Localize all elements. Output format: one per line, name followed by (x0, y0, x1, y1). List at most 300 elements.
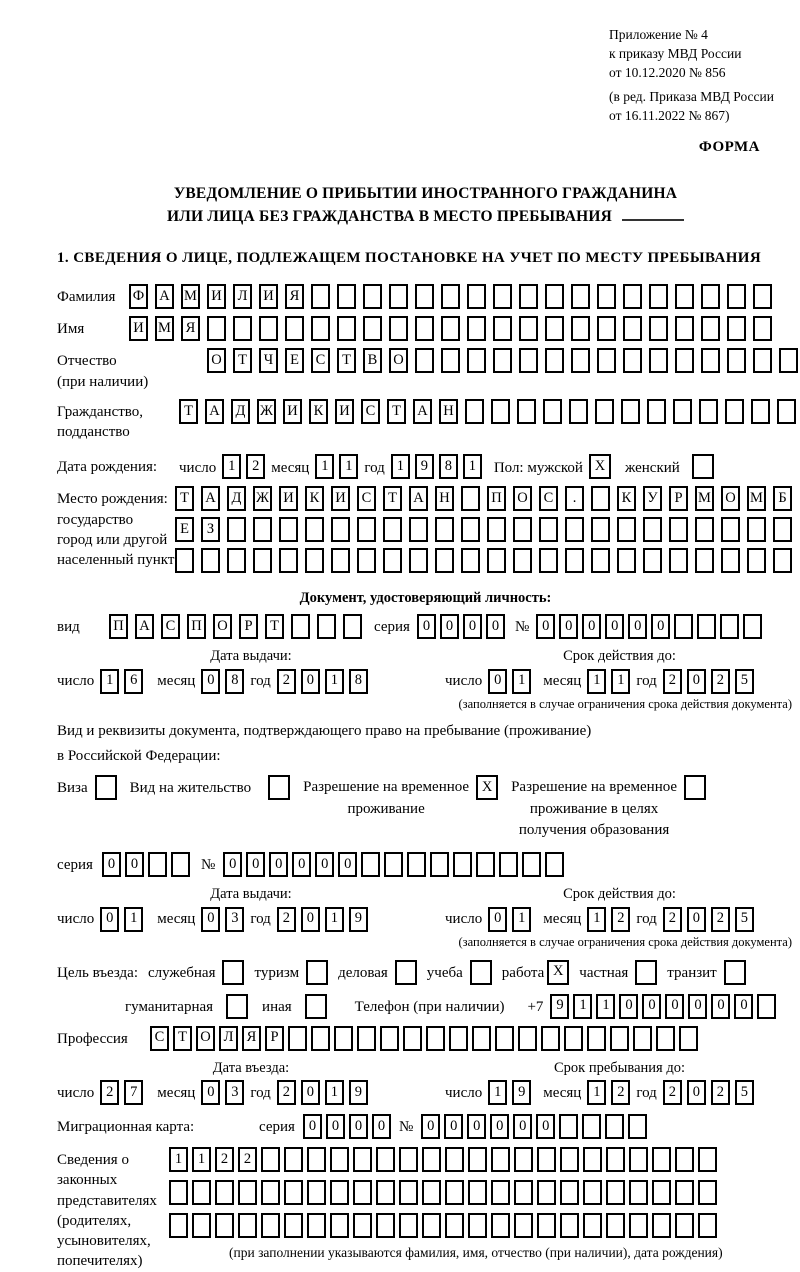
char-box[interactable] (383, 517, 402, 542)
char-box[interactable]: М (155, 316, 174, 341)
char-box[interactable] (331, 548, 350, 573)
char-box[interactable]: 9 (550, 994, 569, 1019)
char-box[interactable]: И (279, 486, 298, 511)
char-box[interactable] (587, 1026, 606, 1051)
char-box[interactable] (357, 1026, 376, 1051)
char-box[interactable]: 0 (444, 1114, 463, 1139)
char-box[interactable]: 0 (292, 852, 311, 877)
char-box[interactable]: С (357, 486, 376, 511)
char-box[interactable]: 2 (277, 669, 296, 694)
char-box[interactable] (476, 852, 495, 877)
char-box[interactable] (409, 548, 428, 573)
char-box[interactable] (288, 1026, 307, 1051)
char-box[interactable] (621, 399, 640, 424)
char-box[interactable]: Ч (259, 348, 278, 373)
char-box[interactable] (453, 852, 472, 877)
char-box[interactable] (541, 1026, 560, 1051)
char-box[interactable] (674, 614, 693, 639)
char-box[interactable] (773, 548, 792, 573)
char-box[interactable] (357, 517, 376, 542)
char-box[interactable] (617, 548, 636, 573)
char-box[interactable] (261, 1180, 280, 1205)
char-box[interactable] (777, 399, 796, 424)
char-box[interactable]: 1 (463, 454, 482, 479)
char-box[interactable] (628, 1114, 647, 1139)
char-box[interactable]: 0 (687, 669, 706, 694)
char-box[interactable] (169, 1213, 188, 1238)
char-box[interactable]: 8 (225, 669, 244, 694)
char-box[interactable]: 1 (512, 669, 531, 694)
char-box[interactable] (643, 517, 662, 542)
char-box[interactable]: 9 (349, 907, 368, 932)
char-box[interactable]: 0 (488, 669, 507, 694)
char-box[interactable]: 0 (417, 614, 436, 639)
char-box[interactable] (519, 284, 538, 309)
char-box[interactable] (430, 852, 449, 877)
char-box[interactable] (441, 316, 460, 341)
char-box[interactable]: М (747, 486, 766, 511)
char-box[interactable] (238, 1180, 257, 1205)
char-box[interactable]: 9 (415, 454, 434, 479)
char-box[interactable] (669, 548, 688, 573)
char-box[interactable] (468, 1213, 487, 1238)
char-box[interactable]: 0 (536, 614, 555, 639)
char-box[interactable] (399, 1147, 418, 1172)
char-box[interactable]: У (643, 486, 662, 511)
checkbox[interactable]: X (476, 775, 498, 800)
char-box[interactable]: 0 (303, 1114, 322, 1139)
char-box[interactable] (597, 348, 616, 373)
char-box[interactable] (629, 1180, 648, 1205)
char-box[interactable] (285, 316, 304, 341)
char-box[interactable] (415, 348, 434, 373)
char-box[interactable]: Т (175, 486, 194, 511)
char-box[interactable] (699, 399, 718, 424)
char-box[interactable] (499, 852, 518, 877)
char-box[interactable]: 1 (325, 669, 344, 694)
char-box[interactable] (753, 348, 772, 373)
char-box[interactable] (467, 316, 486, 341)
char-box[interactable]: 2 (277, 1080, 296, 1105)
char-box[interactable]: 0 (372, 1114, 391, 1139)
char-box[interactable] (652, 1213, 671, 1238)
char-box[interactable] (675, 1147, 694, 1172)
char-box[interactable] (467, 284, 486, 309)
char-box[interactable]: 0 (301, 907, 320, 932)
char-box[interactable] (675, 316, 694, 341)
char-box[interactable]: Е (285, 348, 304, 373)
char-box[interactable]: 0 (301, 669, 320, 694)
char-box[interactable] (779, 348, 798, 373)
char-box[interactable]: А (409, 486, 428, 511)
char-box[interactable] (472, 1026, 491, 1051)
char-box[interactable]: Т (265, 614, 284, 639)
char-box[interactable]: О (721, 486, 740, 511)
char-box[interactable] (399, 1180, 418, 1205)
char-box[interactable] (643, 548, 662, 573)
char-box[interactable]: 1 (169, 1147, 188, 1172)
char-box[interactable] (169, 1180, 188, 1205)
char-box[interactable] (363, 316, 382, 341)
char-box[interactable]: 1 (192, 1147, 211, 1172)
char-box[interactable]: 1 (573, 994, 592, 1019)
char-box[interactable]: 0 (651, 614, 670, 639)
char-box[interactable]: М (181, 284, 200, 309)
char-box[interactable] (317, 614, 336, 639)
char-box[interactable] (629, 1213, 648, 1238)
char-box[interactable] (647, 399, 666, 424)
char-box[interactable]: 1 (124, 907, 143, 932)
char-box[interactable] (227, 548, 246, 573)
char-box[interactable]: 1 (100, 669, 119, 694)
char-box[interactable] (583, 1147, 602, 1172)
char-box[interactable] (698, 1147, 717, 1172)
char-box[interactable]: 2 (663, 907, 682, 932)
char-box[interactable]: 9 (349, 1080, 368, 1105)
char-box[interactable] (537, 1180, 556, 1205)
char-box[interactable] (357, 548, 376, 573)
char-box[interactable] (675, 348, 694, 373)
char-box[interactable] (669, 517, 688, 542)
char-box[interactable]: 0 (559, 614, 578, 639)
char-box[interactable] (380, 1026, 399, 1051)
char-box[interactable] (261, 1213, 280, 1238)
char-box[interactable]: Д (227, 486, 246, 511)
char-box[interactable]: 2 (711, 669, 730, 694)
char-box[interactable] (192, 1180, 211, 1205)
char-box[interactable]: Н (435, 486, 454, 511)
char-box[interactable] (701, 284, 720, 309)
char-box[interactable] (727, 316, 746, 341)
char-box[interactable] (514, 1213, 533, 1238)
char-box[interactable] (560, 1180, 579, 1205)
char-box[interactable] (517, 399, 536, 424)
char-box[interactable]: А (205, 399, 224, 424)
char-box[interactable] (571, 284, 590, 309)
char-box[interactable] (539, 548, 558, 573)
char-box[interactable]: Ф (129, 284, 148, 309)
char-box[interactable]: 0 (201, 1080, 220, 1105)
char-box[interactable]: Л (219, 1026, 238, 1051)
char-box[interactable] (649, 284, 668, 309)
char-box[interactable]: Я (181, 316, 200, 341)
char-box[interactable]: 1 (611, 669, 630, 694)
char-box[interactable] (426, 1026, 445, 1051)
char-box[interactable] (543, 399, 562, 424)
char-box[interactable]: 0 (246, 852, 265, 877)
char-box[interactable] (571, 316, 590, 341)
char-box[interactable] (493, 348, 512, 373)
char-box[interactable] (727, 284, 746, 309)
char-box[interactable] (597, 316, 616, 341)
char-box[interactable]: 6 (124, 669, 143, 694)
char-box[interactable]: 1 (315, 454, 334, 479)
char-box[interactable] (606, 1147, 625, 1172)
char-box[interactable] (679, 1026, 698, 1051)
char-box[interactable] (697, 614, 716, 639)
char-box[interactable]: 2 (663, 669, 682, 694)
char-box[interactable] (407, 852, 426, 877)
char-box[interactable] (449, 1026, 468, 1051)
char-box[interactable] (537, 1147, 556, 1172)
char-box[interactable] (493, 284, 512, 309)
checkbox[interactable] (684, 775, 706, 800)
char-box[interactable]: 0 (338, 852, 357, 877)
char-box[interactable]: 1 (587, 669, 606, 694)
char-box[interactable] (399, 1213, 418, 1238)
char-box[interactable]: 0 (642, 994, 661, 1019)
char-box[interactable]: 1 (391, 454, 410, 479)
char-box[interactable]: И (331, 486, 350, 511)
char-box[interactable]: Р (669, 486, 688, 511)
char-box[interactable]: 1 (339, 454, 358, 479)
char-box[interactable] (649, 316, 668, 341)
char-box[interactable]: 5 (735, 1080, 754, 1105)
char-box[interactable] (311, 316, 330, 341)
char-box[interactable] (284, 1180, 303, 1205)
char-box[interactable]: Р (265, 1026, 284, 1051)
char-box[interactable] (465, 399, 484, 424)
char-box[interactable]: Ж (257, 399, 276, 424)
char-box[interactable]: 0 (463, 614, 482, 639)
char-box[interactable] (330, 1180, 349, 1205)
char-box[interactable]: 5 (735, 669, 754, 694)
char-box[interactable] (284, 1147, 303, 1172)
char-box[interactable]: 1 (325, 907, 344, 932)
char-box[interactable]: Т (179, 399, 198, 424)
char-box[interactable]: 0 (326, 1114, 345, 1139)
char-box[interactable]: 9 (512, 1080, 531, 1105)
char-box[interactable]: 0 (488, 907, 507, 932)
char-box[interactable] (441, 348, 460, 373)
checkbox[interactable] (724, 960, 746, 985)
char-box[interactable]: 0 (201, 669, 220, 694)
char-box[interactable] (389, 284, 408, 309)
char-box[interactable]: Н (439, 399, 458, 424)
char-box[interactable]: 1 (325, 1080, 344, 1105)
char-box[interactable] (539, 517, 558, 542)
char-box[interactable] (675, 1180, 694, 1205)
char-box[interactable] (331, 517, 350, 542)
char-box[interactable] (307, 1147, 326, 1172)
char-box[interactable]: 0 (582, 614, 601, 639)
char-box[interactable] (743, 614, 762, 639)
char-box[interactable] (207, 316, 226, 341)
char-box[interactable]: 1 (596, 994, 615, 1019)
char-box[interactable] (468, 1180, 487, 1205)
char-box[interactable] (591, 548, 610, 573)
checkbox[interactable] (692, 454, 714, 479)
char-box[interactable] (753, 316, 772, 341)
char-box[interactable]: 0 (421, 1114, 440, 1139)
char-box[interactable] (441, 284, 460, 309)
char-box[interactable] (757, 994, 776, 1019)
char-box[interactable] (623, 348, 642, 373)
char-box[interactable] (330, 1147, 349, 1172)
char-box[interactable] (773, 517, 792, 542)
char-box[interactable]: Я (242, 1026, 261, 1051)
char-box[interactable]: К (305, 486, 324, 511)
char-box[interactable] (148, 852, 167, 877)
char-box[interactable] (461, 548, 480, 573)
char-box[interactable] (445, 1213, 464, 1238)
char-box[interactable]: П (109, 614, 128, 639)
char-box[interactable] (565, 548, 584, 573)
char-box[interactable] (383, 548, 402, 573)
char-box[interactable] (633, 1026, 652, 1051)
char-box[interactable]: 0 (605, 614, 624, 639)
char-box[interactable]: О (389, 348, 408, 373)
char-box[interactable]: 0 (665, 994, 684, 1019)
char-box[interactable]: С (311, 348, 330, 373)
char-box[interactable] (291, 614, 310, 639)
char-box[interactable]: 0 (269, 852, 288, 877)
char-box[interactable] (311, 284, 330, 309)
char-box[interactable] (701, 348, 720, 373)
char-box[interactable]: Т (383, 486, 402, 511)
char-box[interactable] (605, 1114, 624, 1139)
char-box[interactable]: Т (337, 348, 356, 373)
char-box[interactable]: 8 (439, 454, 458, 479)
char-box[interactable] (233, 316, 252, 341)
char-box[interactable]: А (413, 399, 432, 424)
char-box[interactable]: 0 (315, 852, 334, 877)
char-box[interactable] (461, 517, 480, 542)
char-box[interactable] (571, 348, 590, 373)
char-box[interactable] (468, 1147, 487, 1172)
char-box[interactable] (384, 852, 403, 877)
checkbox[interactable] (470, 960, 492, 985)
char-box[interactable] (415, 284, 434, 309)
char-box[interactable] (518, 1026, 537, 1051)
char-box[interactable]: Ж (253, 486, 272, 511)
char-box[interactable] (513, 548, 532, 573)
char-box[interactable] (403, 1026, 422, 1051)
char-box[interactable] (519, 348, 538, 373)
char-box[interactable] (376, 1147, 395, 1172)
char-box[interactable] (675, 284, 694, 309)
char-box[interactable] (171, 852, 190, 877)
char-box[interactable] (227, 517, 246, 542)
char-box[interactable]: 2 (100, 1080, 119, 1105)
char-box[interactable]: 0 (619, 994, 638, 1019)
char-box[interactable] (698, 1213, 717, 1238)
char-box[interactable]: Т (233, 348, 252, 373)
char-box[interactable] (649, 348, 668, 373)
char-box[interactable]: 8 (349, 669, 368, 694)
char-box[interactable] (330, 1213, 349, 1238)
char-box[interactable] (623, 316, 642, 341)
char-box[interactable]: А (155, 284, 174, 309)
char-box[interactable] (445, 1180, 464, 1205)
char-box[interactable]: 0 (486, 614, 505, 639)
char-box[interactable] (259, 316, 278, 341)
char-box[interactable]: И (283, 399, 302, 424)
char-box[interactable]: 1 (488, 1080, 507, 1105)
char-box[interactable] (343, 614, 362, 639)
char-box[interactable]: 2 (611, 907, 630, 932)
char-box[interactable]: 0 (201, 907, 220, 932)
checkbox[interactable] (635, 960, 657, 985)
char-box[interactable]: 0 (100, 907, 119, 932)
checkbox[interactable] (268, 775, 290, 800)
char-box[interactable] (591, 486, 610, 511)
char-box[interactable]: 2 (277, 907, 296, 932)
char-box[interactable]: Д (231, 399, 250, 424)
char-box[interactable]: С (161, 614, 180, 639)
char-box[interactable] (747, 548, 766, 573)
char-box[interactable] (175, 548, 194, 573)
char-box[interactable]: П (487, 486, 506, 511)
char-box[interactable]: 0 (301, 1080, 320, 1105)
char-box[interactable] (725, 399, 744, 424)
char-box[interactable] (560, 1213, 579, 1238)
char-box[interactable] (238, 1213, 257, 1238)
char-box[interactable]: Е (175, 517, 194, 542)
char-box[interactable]: . (565, 486, 584, 511)
char-box[interactable]: О (196, 1026, 215, 1051)
char-box[interactable]: 0 (467, 1114, 486, 1139)
char-box[interactable]: И (335, 399, 354, 424)
char-box[interactable] (652, 1147, 671, 1172)
char-box[interactable] (721, 517, 740, 542)
char-box[interactable]: 1 (587, 907, 606, 932)
char-box[interactable] (597, 284, 616, 309)
char-box[interactable] (253, 517, 272, 542)
checkbox[interactable] (306, 960, 328, 985)
char-box[interactable] (376, 1213, 395, 1238)
char-box[interactable] (337, 284, 356, 309)
char-box[interactable] (493, 316, 512, 341)
char-box[interactable] (487, 548, 506, 573)
char-box[interactable]: 2 (246, 454, 265, 479)
checkbox[interactable] (226, 994, 248, 1019)
char-box[interactable] (701, 316, 720, 341)
char-box[interactable]: О (207, 348, 226, 373)
char-box[interactable] (353, 1213, 372, 1238)
checkbox[interactable] (395, 960, 417, 985)
char-box[interactable]: Т (173, 1026, 192, 1051)
char-box[interactable] (610, 1026, 629, 1051)
char-box[interactable] (675, 1213, 694, 1238)
char-box[interactable] (409, 517, 428, 542)
char-box[interactable]: А (135, 614, 154, 639)
char-box[interactable] (334, 1026, 353, 1051)
char-box[interactable] (545, 316, 564, 341)
checkbox[interactable]: X (547, 960, 569, 985)
checkbox[interactable] (95, 775, 117, 800)
char-box[interactable]: И (207, 284, 226, 309)
char-box[interactable]: С (150, 1026, 169, 1051)
char-box[interactable] (215, 1213, 234, 1238)
char-box[interactable] (253, 548, 272, 573)
char-box[interactable] (279, 517, 298, 542)
char-box[interactable]: В (363, 348, 382, 373)
char-box[interactable] (695, 548, 714, 573)
checkbox[interactable]: X (589, 454, 611, 479)
char-box[interactable] (461, 486, 480, 511)
char-box[interactable]: Т (387, 399, 406, 424)
char-box[interactable]: 3 (225, 1080, 244, 1105)
char-box[interactable] (305, 548, 324, 573)
char-box[interactable]: М (695, 486, 714, 511)
char-box[interactable]: И (259, 284, 278, 309)
char-box[interactable] (305, 517, 324, 542)
char-box[interactable] (261, 1147, 280, 1172)
char-box[interactable]: 0 (490, 1114, 509, 1139)
char-box[interactable] (673, 399, 692, 424)
char-box[interactable] (422, 1213, 441, 1238)
